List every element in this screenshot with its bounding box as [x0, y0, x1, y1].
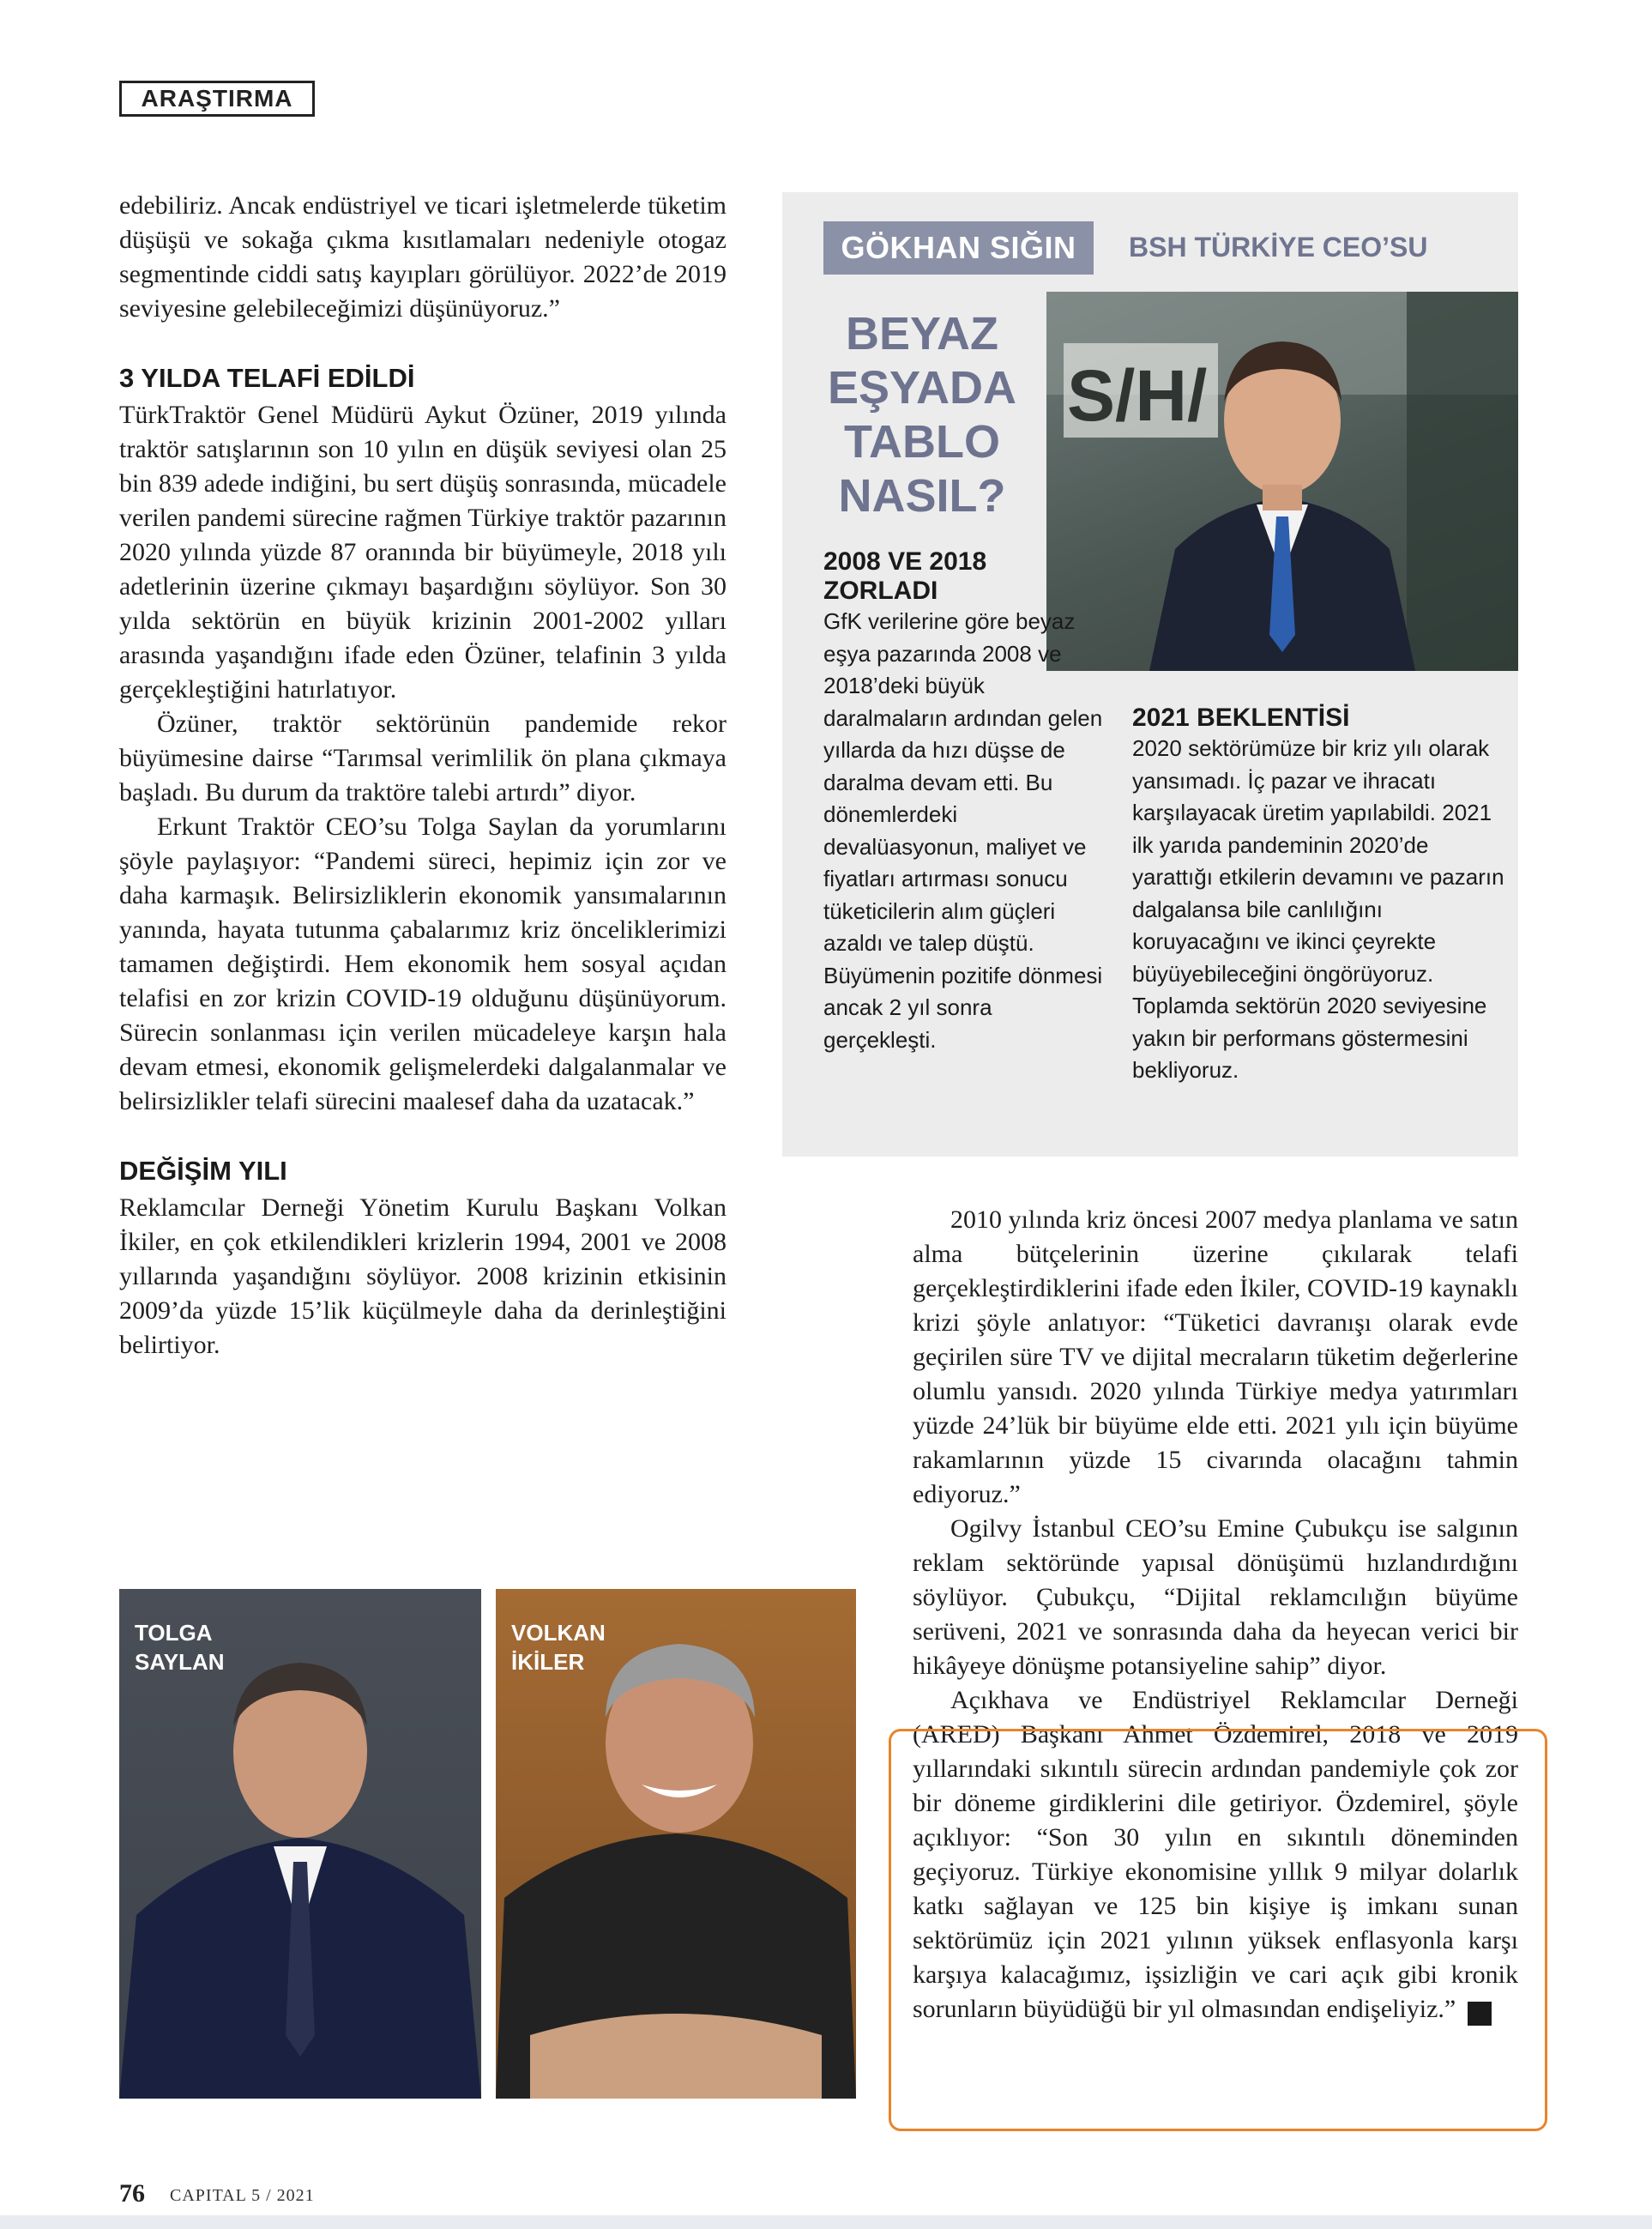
box-text: GfK verilerine göre beyaz eşya pazarında 2008 ve 2018’deki büyük daralmaların ardından gelen yıllarda da hızı düşse de daralma devam etti. Bu dönemlerdeki devalüasyonun, maliyet ve fiyatları artırması sonucu tüketicilerin alım güçleri azaldı ve talep düştü. Büyümenin pozitife dönmesi ancak 2 yıl sonra gerçekleşti. [823, 608, 1103, 1053]
photo-caption-line: TOLGA [135, 1620, 213, 1646]
interviewee-role: BSH TÜRKİYE CEO’SU [1129, 232, 1428, 263]
box-subheading-2021: 2021 BEKLENTİSİ [1132, 704, 1350, 732]
box-column-1 [823, 547, 1106, 1056]
box-headline: BEYAZ EŞYADA TABLO NASIL? [827, 308, 1017, 522]
magazine-issue: CAPITAL 5 / 2021 [170, 2186, 315, 2205]
box-text: 2020 sektörümüze bir kriz yılı olarak yansımadı. İç pazar ve ihracatı karşılayacak üretim yapılabildi. 2021 ilk yarıda pandeminin 2020’de yarattığı etkilerin devamını ve pazarın dalgalansa bile canlılığını koruyacağını ve ikinci çeyrekte büyüyebileceğini öngörüyoruz. Toplamda sektörün 2020 seviyesine yakın bir performans göstermesini bekliyoruz. [1132, 735, 1504, 1083]
end-mark-icon: C [1468, 2002, 1492, 2026]
photo-caption-line: VOLKAN [511, 1620, 606, 1646]
bottom-strip [0, 2215, 1652, 2229]
highlight-box [889, 1729, 1547, 2131]
tolga-saylan-photo [119, 1589, 481, 2099]
paragraph: Ogilvy İstanbul CEO’su Emine Çubukçu ise salgının reklam sektöründe yapısal dönüşümü hızlandırdığını söylüyor. Çubukçu, “Dijital reklamcılığın büyüme serüveni, 2021 ve sonrasında daha da heyecan verici bir hikâyeye dönüşme potansiyeline sahip” diyor. [913, 1514, 1518, 1680]
paragraph: Özüner, traktör sektörünün pandemide rekor büyümesine dairse “Tarımsal verimlilik ön plana çıkmaya başladı. Bu durum da traktöre talebi artırdı” diyor. [119, 710, 727, 806]
photo-caption-line: İKİLER [511, 1649, 585, 1675]
ceo-portrait-illustration [1046, 292, 1518, 671]
paragraph: Reklamcılar Derneği Yönetim Kurulu Başkanı Volkan İkiler, en çok etkilendikleri krizlerin 1994, 2001 ve 2008 yıllarında yaşandığını söylüyor. 2008 krizinin etkisinin 2009’da yüzde 15’lik küçülmeyle daha da derinleştiğini belirtiyor. [119, 1193, 727, 1359]
subheading-degisim-yili: DEĞİŞİM YILI [119, 1156, 287, 1186]
paragraph: TürkTraktör Genel Müdürü Aykut Özüner, 2019 yılında traktör satışlarının son 10 yılın en düşük seviyesi olan 25 bin 839 adede indiğini, bu sert düşüş sonrasında, mücadele verilen pandemi sürecine rağmen Türkiye traktör pazarının 2020 yılında yüzde 87 oranında bir büyümeyle, 2018 yılı adetlerinin üzerine çıkmayı başardığını söylüyor. Son 30 yılda sektörün en büyük krizinin 2001-2002 yılları arasında yaşandığını ifade eden Özüner, telafinin 3 yılda gerçekleştiğini hatırlatıyor. [119, 401, 727, 704]
paragraph: Erkunt Traktör CEO’su Tolga Saylan da yorumlarını şöyle paylaşıyor: “Pandemi süreci, hepimiz için zor ve daha karmaşık. Belirsizliklerin ekonomik yansımalarının yanında, hayata tutunma çabalarımız kriz önceliklerimizi tamamen değiştirdi. Hem ekonomik hem sosyal açıdan telafisi en zor krizin COVID-19 olduğunu düşünüyorum. Sürecin sonlanması için verilen mücadeleye karşın hala devam etmesi, ekonomik gelişmelerdeki dalgalanmalar ve belirsizlikler telafi sürecini maalesef daha da uzatacak.” [119, 812, 727, 1115]
subheading-3-yilda: 3 YILDA TELAFİ EDİLDİ [119, 363, 415, 393]
left-column [119, 189, 727, 1362]
ceo-portrait-photo [1046, 292, 1518, 671]
paragraph: 2010 yılında kriz öncesi 2007 medya planlama ve satın alma bütçelerinin üzerine çıkılarak telafi gerçekleştirdiklerini ifade eden İkiler, COVID-19 kaynaklı krizi şöyle anlatıyor: “Tüketici davranışı olarak evde geçirilen süre TV ve dijital mecraların tüketim değerlerine olumlu yansıdı. 2020 yılında Türkiye medya yatırımları yüzde 24’lük bir büyüme elde etti. 2021 yılı için büyüme rakamlarının yüzde 15 civarında olacağını tahmin ediyoruz.” [913, 1205, 1518, 1508]
interviewee-name: GÖKHAN SIĞIN [823, 221, 1094, 275]
section-tag: ARAŞTIRMA [119, 81, 315, 117]
paragraph: edebiliriz. Ancak endüstriyel ve ticari işletmelerde tüketim düşüşü ve sokağa çıkma kısıtlamaları nedeniyle otogaz segmentinde ciddi satış kayıpları görülüyor. 2022’de 2019 seviyesine gelebileceğimizi düşünüyoruz.” [119, 191, 727, 323]
page-number: 76 [119, 2179, 145, 2208]
box-subheading-2008: 2008 VE 2018 ZORLADI [823, 547, 987, 605]
volkan-ikiler-photo [496, 1589, 856, 2099]
box-column-2 [1132, 704, 1510, 1087]
photo-caption-line: SAYLAN [135, 1649, 225, 1675]
paragraph-text: Açıkhava ve Endüstriyel Reklamcılar Derneği (ARED) Başkanı Ahmet Özdemirel, 2018 ve 2019 yıllarındaki sıkıntılı sürecin ardından pandemiyle çok zor bir döneme girdiklerini dile getiriyor. Özdemirel, şöyle açıklıyor: “Son 30 yılın en sıkıntılı döneminden geçiyoruz. Türkiye ekonomisine yıllık 9 milyar dolarlık katkı sağlayan ve 125 bin kişiye iş imkanı sunan sektörümüz için 2021 yılının yüksek enflasyonla karşı karşıya kalacağımız, işsizliğin ve cari açık gibi kronik sorunların büyüdüğü bir yıl olmasından endişeliyiz.” [913, 1686, 1518, 2023]
photo-logo-text: S/H/ [1067, 355, 1208, 436]
